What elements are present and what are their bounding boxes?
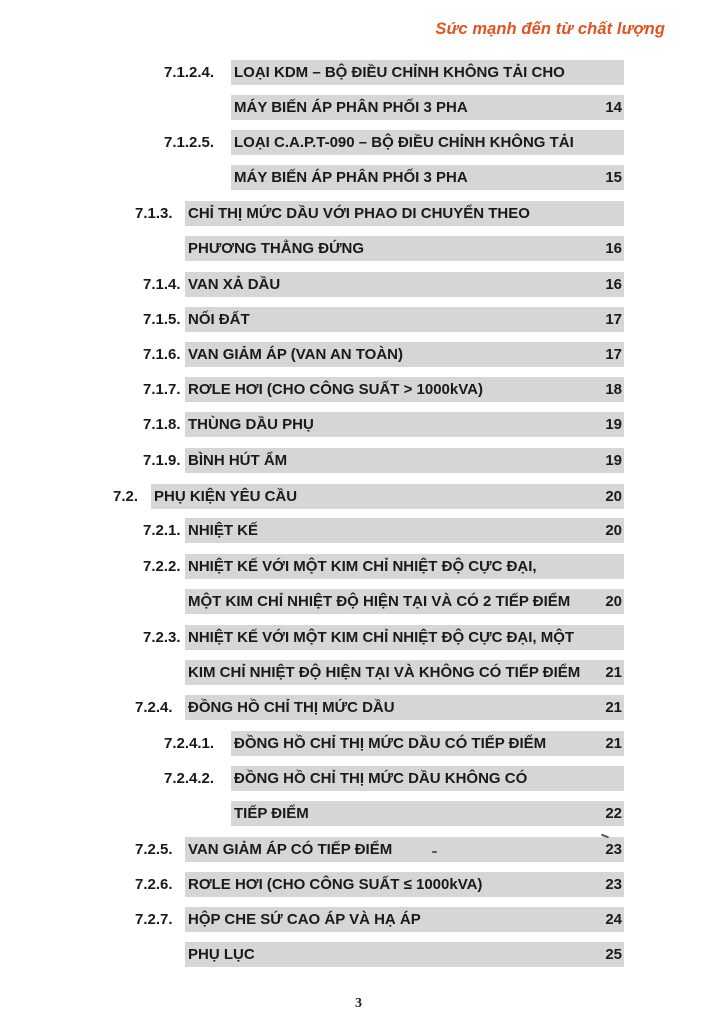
toc-entry[interactable] xyxy=(185,201,624,226)
toc-entry-page: 25 xyxy=(605,946,622,963)
toc-entry-number: 7.1.4. xyxy=(143,276,181,293)
toc-entry-title: ĐỒNG HỒ CHỈ THỊ MỨC DẦU xyxy=(188,699,395,716)
toc-entry[interactable] xyxy=(185,872,624,897)
toc-entry-title: VAN XẢ DẦU xyxy=(188,276,281,293)
toc-entry-title: THÙNG DẦU PHỤ xyxy=(188,416,314,433)
toc-entry-title: MÁY BIẾN ÁP PHÂN PHỐI 3 PHA xyxy=(234,169,468,186)
toc-entry-page: 19 xyxy=(605,452,622,469)
toc-entry[interactable] xyxy=(231,165,624,190)
toc-entry-title: KIM CHỈ NHIỆT ĐỘ HIỆN TẠI VÀ KHÔNG CÓ TIẾP ĐIỂM xyxy=(188,664,581,681)
toc-entry-number: 7.1.9. xyxy=(143,452,181,469)
toc-entry-number: 7.1.7. xyxy=(143,381,181,398)
toc-entry-title: RƠLE HƠI (CHO CÔNG SUẤT ≤ 1000kVA) xyxy=(188,876,483,893)
toc-entry-number: 7.1.5. xyxy=(143,311,181,328)
toc-entry[interactable] xyxy=(185,412,624,437)
toc-entry[interactable] xyxy=(185,837,624,862)
toc-entry-title: RƠLE HƠI (CHO CÔNG SUẤT > 1000kVA) xyxy=(188,381,483,398)
toc-entry-title: PHƯƠNG THẲNG ĐỨNG xyxy=(188,240,365,257)
toc-entry-title: LOẠI C.A.P.T-090 – BỘ ĐIỀU CHỈNH KHÔNG TẢI xyxy=(234,134,574,151)
toc-entry-number: 7.1.3. xyxy=(135,205,173,222)
toc-entry[interactable] xyxy=(231,95,624,120)
toc-entry-page: 17 xyxy=(605,311,622,328)
toc-entry-number: 7.2.2. xyxy=(143,558,181,575)
toc-entry[interactable] xyxy=(231,731,624,756)
toc-entry-number: 7.2.1. xyxy=(143,522,181,539)
toc-entry[interactable] xyxy=(185,907,624,932)
toc-entry[interactable] xyxy=(185,342,624,367)
toc-entry-page: 20 xyxy=(605,593,622,610)
toc-entry[interactable] xyxy=(231,766,624,791)
toc-entry[interactable] xyxy=(185,307,624,332)
toc-entry-title: PHỤ KIỆN YÊU CẦU xyxy=(154,488,298,505)
toc-entry-page: 17 xyxy=(605,346,622,363)
toc-entry-number: 7.1.8. xyxy=(143,416,181,433)
toc-entry-page: 23 xyxy=(605,876,622,893)
toc-entry-title: VAN GIẢM ÁP CÓ TIẾP ĐIỂM xyxy=(188,841,393,858)
toc-entry-title: VAN GIẢM ÁP (VAN AN TOÀN) xyxy=(188,346,404,363)
toc-entry-number: 7.1.2.5. xyxy=(164,134,215,151)
toc-entry-page: 21 xyxy=(605,735,622,752)
toc-entry-title: NHIỆT KẾ VỚI MỘT KIM CHỈ NHIỆT ĐỘ CỰC ĐẠI, MỘT xyxy=(188,629,575,646)
toc-entry-title: MỘT KIM CHỈ NHIỆT ĐỘ HIỆN TẠI VÀ CÓ 2 TIẾP ĐIỂM xyxy=(188,593,571,610)
toc-entry[interactable] xyxy=(185,377,624,402)
toc-entry-title: LOẠI KDM – BỘ ĐIỀU CHỈNH KHÔNG TẢI CHO xyxy=(234,64,565,81)
toc-entry[interactable] xyxy=(185,448,624,473)
toc-entry-number: 7.2.7. xyxy=(135,911,173,928)
toc-entry-page: 19 xyxy=(605,416,622,433)
page-number: 3 xyxy=(355,996,362,1011)
toc-entry-title: NỐI ĐẤT xyxy=(188,311,250,328)
toc-entry[interactable] xyxy=(185,589,624,614)
toc-entry-number: 7.1.6. xyxy=(143,346,181,363)
toc-entry-page: 16 xyxy=(605,240,622,257)
toc-entry-title: NHIỆT KẾ VỚI MỘT KIM CHỈ NHIỆT ĐỘ CỰC ĐẠI, xyxy=(188,558,537,575)
toc-entry-page: 15 xyxy=(605,169,622,186)
toc-entry-number: 7.1.2.4. xyxy=(164,64,215,81)
toc-entry[interactable] xyxy=(185,942,624,967)
toc-entry[interactable] xyxy=(231,60,624,85)
toc-entry-number: 7.2.4. xyxy=(135,699,173,716)
toc-entry-page: 20 xyxy=(605,488,622,505)
toc-entry[interactable] xyxy=(185,518,624,543)
toc-entry-title: TIẾP ĐIỂM xyxy=(234,805,309,822)
toc-entry[interactable] xyxy=(231,130,624,155)
toc-entry-title: BÌNH HÚT ẨM xyxy=(188,452,288,469)
toc-entry[interactable] xyxy=(185,660,624,685)
toc-entry-number: 7.2.5. xyxy=(135,841,173,858)
toc-entry[interactable] xyxy=(151,484,624,509)
toc-entry-page: 21 xyxy=(605,699,622,716)
toc-entry[interactable] xyxy=(231,801,624,826)
toc-entry-number: 7.2.4.1. xyxy=(164,735,215,752)
toc-entry-title: CHỈ THỊ MỨC DẦU VỚI PHAO DI CHUYỂN THEO xyxy=(188,205,530,222)
company-slogan: Sức mạnh đến từ chất lượng xyxy=(435,20,665,38)
toc-entry-number: 7.2.3. xyxy=(143,629,181,646)
toc-entry-title: MÁY BIẾN ÁP PHÂN PHỐI 3 PHA xyxy=(234,99,468,116)
toc-entry[interactable] xyxy=(185,272,624,297)
toc-entry-number: 7.2.6. xyxy=(135,876,173,893)
toc-entry-page: 14 xyxy=(605,99,622,116)
toc-entry-title: PHỤ LỤC xyxy=(188,946,255,963)
toc-entry[interactable] xyxy=(185,236,624,261)
toc-entry[interactable] xyxy=(185,554,624,579)
toc-entry[interactable] xyxy=(185,625,624,650)
toc-entry-page: 23 xyxy=(605,841,622,858)
toc-entry-page: 20 xyxy=(605,522,622,539)
toc-entry[interactable] xyxy=(185,695,624,720)
toc-entry-page: 22 xyxy=(605,805,622,822)
toc-entry-page: 24 xyxy=(605,911,622,928)
toc-entry-page: 16 xyxy=(605,276,622,293)
toc-entry-title: ĐỒNG HỒ CHỈ THỊ MỨC DẦU CÓ TIẾP ĐIỂM xyxy=(234,735,547,752)
toc-entry-page: 18 xyxy=(605,381,622,398)
toc-entry-page: 21 xyxy=(605,664,622,681)
toc-entry-title: ĐỒNG HỒ CHỈ THỊ MỨC DẦU KHÔNG CÓ xyxy=(234,770,528,787)
toc-entry-title: NHIỆT KẾ xyxy=(188,522,259,539)
toc-entry-number: 7.2.4.2. xyxy=(164,770,215,787)
scan-speck xyxy=(432,851,437,853)
toc-entry-number: 7.2. xyxy=(113,488,139,505)
toc-entry-title: HỘP CHE SỨ CAO ÁP VÀ HẠ ÁP xyxy=(188,911,421,928)
